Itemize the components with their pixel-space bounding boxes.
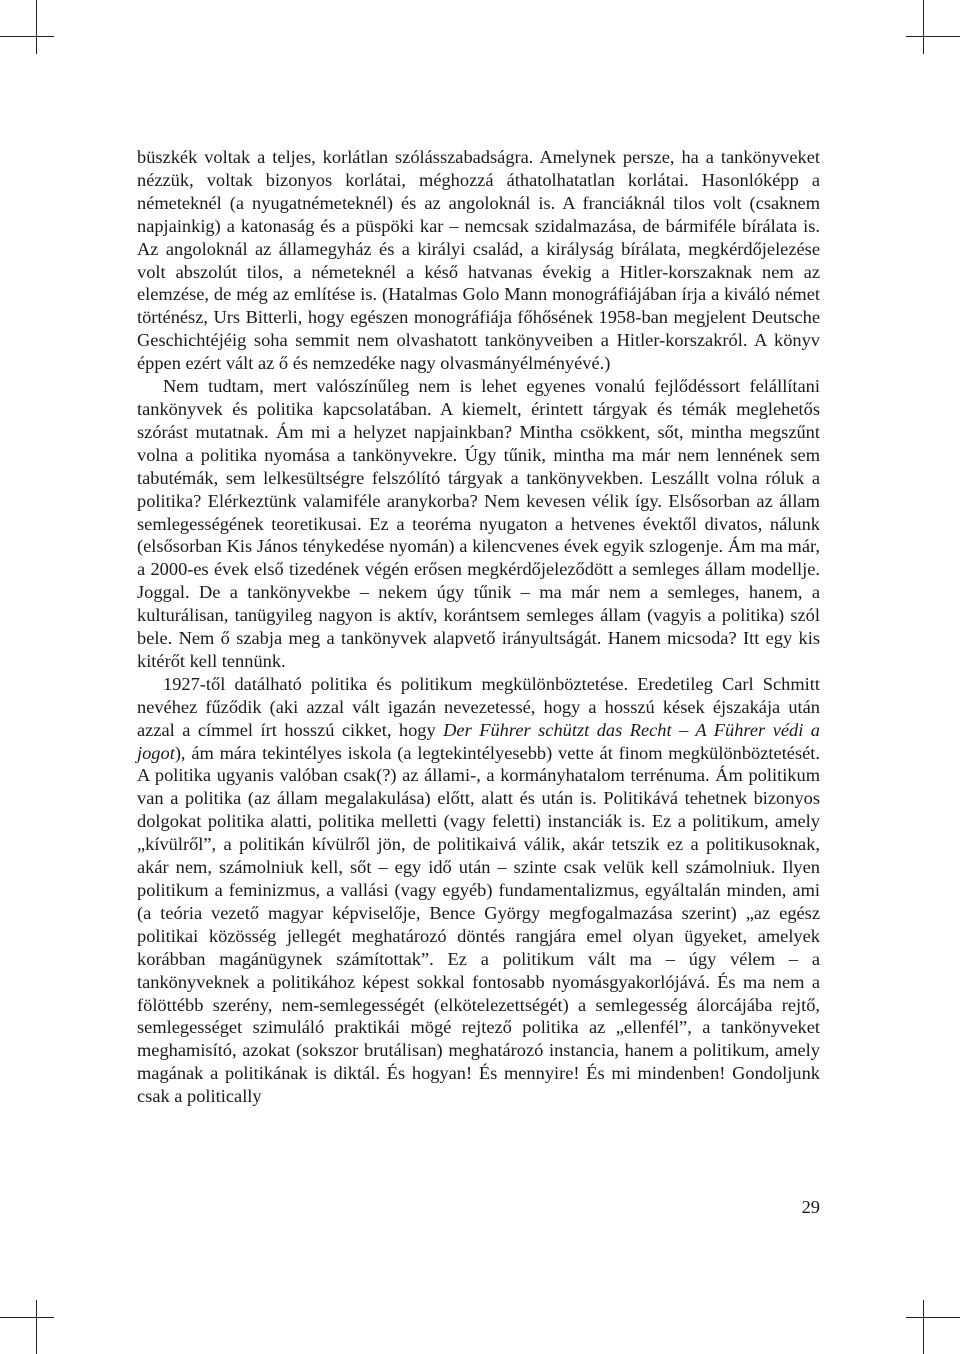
paragraph-3-text-end: ), ám mára tekintélyes iskola (a legtekintélyesebb) vette át finom megkülönböztetését. A politika ugyanis valóban csak(?) az állami-, a kormányhatalom terrénuma. Ám politikum van a politika (az állam megalakulása) előtt, alatt és után is. Politikává tehetnek bizonyos dolgokat politika alatti, politika melletti (vagy feletti) instanciák is. Ez a politikum, amely „kívülről”, a politikán kívülről jön, de politikaivá válik, akár tetszik ez a politikusoknak, akár nem, számolniuk kell, sőt – egy idő után – szinte csak velük kell számolniuk. Ilyen politikum a feminizmus, a vallási (vagy egyéb) fundamentalizmus, egyáltalán minden, ami (a teória vezető magyar képviselője, Bence György megfogalmazása szerint) „az egész politikai közösség jellegét meghatározó döntés rangjára emel olyan ügyeket, amelyek korábban magánügynek számítottak”. Ez a politikum vált ma – úgy vélem – a tankönyveknek a politikához képest sokkal fontosabb nyomásgyakorlójává. És ma nem a fölöttébb szerény, nem-semlegességét (elkötelezettségét) a semlegesség álorcájába rejtő, semlegességet szimuláló praktikái mögé rejtező politika az „ellenfél”, a tankönyveket meghamisító, azokat (sokszor brutálisan) meghatározó instancia, hanem a politikum, amely magának a politikának is diktál. És hogyan! És mennyire! És mi mindenben! Gondoljunk csak a politically — [137, 742, 820, 1107]
page-number: 29 — [801, 1197, 820, 1217]
crop-mark-bottom-right-vertical — [923, 1300, 924, 1354]
paragraph-3-text-start: 1927-től datálható politika és politikum megkülönböztetése. Eredetileg Carl Schmitt nevéhez fűződik (aki azzal vált igazán nevezetessé, hogy a hosszú kések éjszakája után azzal a címmel írt hosszú cikket, hogy — [137, 673, 820, 740]
body-text — [137, 146, 820, 1108]
paragraph-3-italic-title: Der Führer schützt das Recht – A Führer védi a jogot — [137, 719, 820, 763]
crop-mark-bottom-right-horizontal — [906, 1317, 960, 1318]
crop-mark-bottom-left-vertical — [36, 1300, 37, 1354]
crop-mark-top-left-horizontal — [0, 36, 54, 37]
paragraph-1-text: büszkék voltak a teljes, korlátlan szólásszabadságra. Amelynek persze, ha a tankönyveket nézzük, voltak bizonyos korlátai, méghozzá áthatolhatatlan korlátai. Hasonlóképp a németeknél (a nyugatnémeteknél) és az angoloknál is. A franciáknál tilos volt (csaknem napjainkig) a katonaság és a püspöki kar – nemcsak szidalmazása, de bármiféle bírálata is. Az angoloknál az államegyház és a királyi család, a királyság bírálata, megkérdőjelezése volt abszolút tilos, a németeknél a késő hatvanas évekig a Hitler-korszaknak nem az elemzése, de még az említése is. (Hatalmas Golo Mann monográfiájában írja a kiváló német történész, Urs Bitterli, hogy egészen monográfiája főhősének 1958-ban megjelent Deutsche Geschichtéjéig soha semmit nem olvashatott tankönyveiben a Hitler-korszakról. A könyv éppen ezért vált az ő és nemzedéke nagy olvasmányélményévé.) — [137, 147, 820, 374]
paragraph-1 — [137, 146, 820, 375]
crop-mark-bottom-left-horizontal — [0, 1317, 54, 1318]
paragraph-2-text: Nem tudtam, mert valószínűleg nem is lehet egyenes vonalú fejlődéssort felállítani tankönyvek és politika kapcsolatában. A kiemelt, érintett tárgyak és témák meglehetős szórást mutatnak. Ám mi a helyzet napjainkban? Mintha csökkent, sőt, mintha megszűnt volna a politika nyomása a tankönyvekre. Úgy tűnik, mintha ma már nem lennének sem tabutémák, sem lelkesültségre felszólító tárgyak a tankönyvekben. Leszállt volna róluk a politika? Elérkeztünk valamiféle aranykorba? Nem kevesen vélik így. Elsősorban az állam semlegességének teoretikusai. Ez a teoréma nyugaton a hetvenes évektől divatos, nálunk (elsősorban Kis János ténykedése nyomán) a kilencvenes évek egyik szlogenje. Ám ma már, a 2000-es évek első tizedének végén erősen megkérdőjeleződött a semleges állam modellje. Joggal. De a tankönyvekbe – nekem úgy tűnik – ma már nem a semleges, hanem, a kulturálisan, tanügyileg nagyon is aktív, korántsem semleges állam (vagyis a politika) szól bele. Nem ő szabja meg a tankönyvek alapvető irányultságát. Hanem micsoda? Itt egy kis kitérőt kell tennünk. — [137, 376, 820, 671]
crop-mark-top-left-vertical — [36, 0, 37, 54]
crop-mark-top-right-vertical — [923, 0, 924, 54]
crop-mark-top-right-horizontal — [906, 36, 960, 37]
paragraph-3 — [137, 673, 820, 1108]
paragraph-2 — [137, 375, 820, 673]
